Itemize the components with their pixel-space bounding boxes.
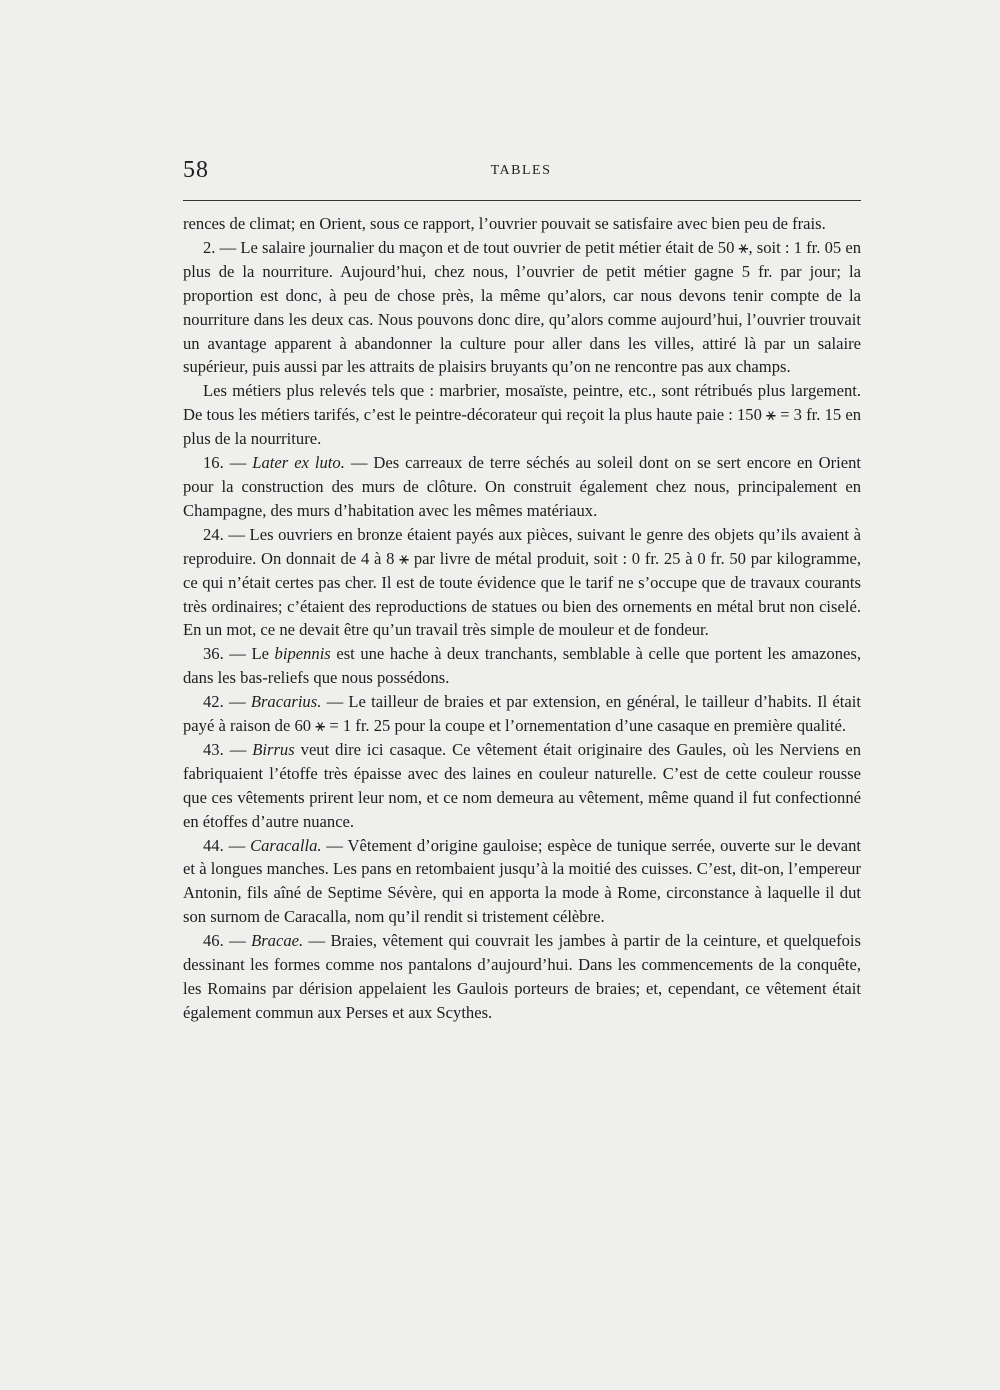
paragraph-text: Les métiers plus relevés tels que : marbrier, mosaïste, peintre, etc., sont rétribués plus largement. De tous les métiers tarifés, c’est le peintre-décorateur qui reçoit la plus haute paie : 150 ⚹ = 3 fr. 15 en plus de la nourriture. <box>183 381 861 449</box>
note-term: Caracalla. <box>250 835 322 855</box>
note-term: Bracarius. <box>250 692 322 712</box>
paragraph-pre: — Le <box>223 644 275 664</box>
paragraph-text: — Le salaire journalier du maçon et de tout ouvrier de petit métier était de 50 ⚹, soit : 1 fr. 05 en plus de la nourriture. Aujourd’hui, chez nous, l’ouvrier de petit métier gagne 5 fr. par jour; la proportion est donc, à peu de chose près, la même qu’alors, car nous devons tenir compte de la nourriture dans les deux cas. Nous pouvons donc dire, qu’alors comme aujourd’hui, l’ouvrier trouvait un avantage apparent à abandonner la culture pour aller dans les villes, attiré là par un salaire supérieur, puis aussi par les attraits de plaisirs bruyants qu’on ne rencontre pas aux champs. <box>183 237 861 377</box>
paragraph-text: est une hache à deux tranchants, semblable à celle que portent les amazones, dans les bas-reliefs que nous possédons. <box>183 644 861 688</box>
paragraph-text: rences de climat; en Orient, sous ce rapport, l’ouvrier pouvait se satisfaire avec bien peu de frais. <box>183 214 826 233</box>
note-term: bipennis <box>274 644 331 664</box>
paragraph-note-36 <box>183 642 861 690</box>
paragraph-text: veut dire ici casaque. Ce vêtement était originaire des Gaules, où les Nerviens en fabriquaient l’étoffe très épaisse avec des laines en couleur naturelle. C’est de cette couleur rousse que ces vêtements prirent leur nom, et ce nom demeura au vêtement, même quand il fut confectionné en étoffes d’autre nuance. <box>183 739 861 831</box>
page-number: 58 <box>183 157 209 183</box>
paragraph-note-43: 43. — Birrus veut dire ici casaque. Ce vêtement était originaire des Gaules, où les Nerviens en fabriquaient l’étoffe très épaisse avec des laines en couleur naturelle. C’est de cette couleur rousse que ces vêtements prirent leur nom, et ce nom demeura au vêtement, même quand il fut confectionné en étoffes d’autre nuance. <box>183 739 861 831</box>
paragraph-text: Vêtement d’origine gauloise; espèce de tunique serrée, ouverte sur le devant et à longues manches. Les pans en retombaient jusqu’à la moitié des cuisses. C’est, dit-on, l’empereur Antonin, fils aîné de Septime Sévère, qui en apporta la mode à Rome, circonstance à laquelle il dut son surnom de Caracalla, nom qu’il rendit si tristement célèbre. <box>183 835 861 927</box>
paragraph-note-46: 46. — Bracae. — Braies, vêtement qui couvrait les jambes à partir de la ceinture, et quelquefois dessinant les formes comme nos pantalons d’aujourd’hui. Dans les commencements de la conquête, les Romains par dérision appelaient les Gaulois porteurs de braies; et, cependant, ce vêtement était également commun aux Perses et aux Scythes. <box>183 931 861 1022</box>
paragraph-text: Braies, vêtement qui couvrait les jambes à partir de la ceinture, et quelquefois dessinant les formes comme nos pantalons d’aujourd’hui. Dans les commencements de la conquête, les Romains par dérision appelaient les Gaulois porteurs de braies; et, cependant, ce vêtement était également commun aux Perses et aux Scythes. <box>183 931 861 1022</box>
note-number: 24. <box>203 524 224 544</box>
note-number: 44. <box>203 835 224 855</box>
note-number: 43. <box>203 739 224 759</box>
paragraph-metiers <box>183 379 861 451</box>
body-text <box>183 212 861 1025</box>
note-number: 16. <box>203 453 224 473</box>
note-number: 36. <box>203 644 224 664</box>
note-term: Birrus <box>252 739 295 759</box>
page-header <box>183 157 859 197</box>
note-number: 2. <box>203 237 216 257</box>
paragraph-note-16: 16. — Later ex luto. — Des carreaux de terre séchés au soleil dont on se sert encore en Orient pour la construction des murs de clôture. On construit également chez nous, principalement en Champagne, des murs d’habitation avec les mêmes matériaux. <box>183 453 862 520</box>
paragraph-text: Des carreaux de terre séchés au soleil dont on se sert encore en Orient pour la construction des murs de clôture. On construit également chez nous, principalement en Champagne, des murs d’habitation avec les mêmes matériaux. <box>183 453 862 520</box>
running-head: TABLES <box>490 163 552 178</box>
note-number: 42. <box>203 692 224 712</box>
note-number: 46. <box>203 931 224 951</box>
paragraph-note-42: 42. — Bracarius. — Le tailleur de braies et par extension, en général, le tailleur d’habits. Il était payé à raison de 60 ⚹ = 1 fr. 25 pour la coupe et l’ornementation d’une casaque en première qualité. <box>183 692 861 736</box>
paragraph-note-44: 44. — Caracalla. — Vêtement d’origine gauloise; espèce de tunique serrée, ouverte sur le devant et à longues manches. Les pans en retombaient jusqu’à la moitié des cuisses. C’est, dit-on, l’empereur Antonin, fils aîné de Septime Sévère, qui en apporta la mode à Rome, circonstance à laquelle il dut son surnom de Caracalla, nom qu’il rendit si tristement célèbre. <box>183 835 861 927</box>
note-term: Bracae. <box>251 931 304 951</box>
header-rule <box>183 200 861 201</box>
paragraph-note-2 <box>183 236 861 379</box>
paragraph-text: — Les ouvriers en bronze étaient payés aux pièces, suivant le genre des objets qu’ils avaient à reproduire. On donnait de 4 à 8 ⚹ par livre de métal produit, soit : 0 fr. 25 à 0 fr. 50 par kilogramme, ce qui n’était certes pas cher. Il est de toute évidence que le tarif ne s’occupe que de travaux courants très ordinaires; c’étaient des reproductions de statues ou bien des ornements en métal brut non ciselé. En un mot, ce ne devait être qu’un travail très simple de mouleur et de fondeur. <box>183 524 861 640</box>
note-term: Later ex luto. <box>252 453 345 473</box>
paragraph-text: Le tailleur de braies et par extension, en général, le tailleur d’habits. Il était payé à raison de 60 ⚹ = 1 fr. 25 pour la coupe et l’ornementation d’une casaque en première qualité. <box>183 692 861 736</box>
paragraph-note-24 <box>183 523 861 643</box>
paragraph-continuation <box>183 212 861 236</box>
